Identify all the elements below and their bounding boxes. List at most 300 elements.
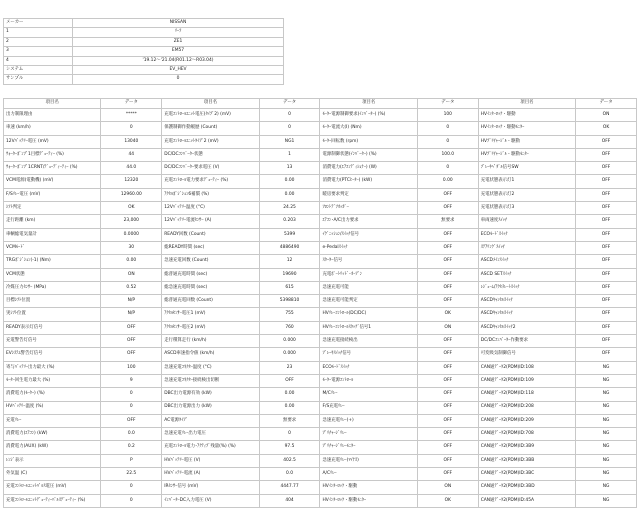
item-name-cell: CAN通ﾃﾞｰﾀ2(PDM)ID:45A (478, 494, 575, 507)
info-key: 4 (4, 56, 73, 65)
item-name-cell: ASCD SETｽｲｯﾁ (478, 268, 575, 281)
item-value-cell: OK (417, 308, 478, 321)
item-value-cell: 44.0 (101, 162, 162, 175)
item-name-cell: 出力制限理由 (4, 109, 101, 122)
table-row (4, 255, 637, 268)
item-name-cell: ASCDﾒｲﾝｽｲｯﾁ (478, 255, 575, 268)
item-value-cell: ON (576, 109, 637, 122)
header-item-name: 項目名 (4, 99, 101, 109)
item-name-cell: 目標ｼﾌﾄ位置 (4, 295, 101, 308)
item-value-cell: 0.000 (259, 348, 320, 361)
item-value-cell: OFF (417, 188, 478, 201)
item-name-cell: 12Vﾊﾞｯﾃﾘｰ電圧 (mV) (4, 135, 101, 148)
item-name-cell: EVｼｽﾃﾑ警告灯信号 (4, 348, 101, 361)
item-value-cell: 4886490 (259, 241, 320, 254)
item-name-cell: 消費電力(ｴｱｺﾝ) (kW) (4, 428, 101, 441)
item-value-cell: OFF (417, 374, 478, 387)
table-row (4, 454, 637, 467)
vehicle-info-table (3, 18, 284, 85)
item-name-cell: DBC出力電源有効 (kW) (162, 388, 259, 401)
item-name-cell: ﾓｰﾀｰ電流大(I) (Nm) (320, 122, 417, 135)
item-value-cell: NG (576, 481, 637, 494)
item-value-cell: 100 (101, 361, 162, 374)
item-name-cell: ﾓｰﾀｰ回生電力最大 (%) (4, 374, 101, 387)
item-name-cell: ASCDｷｬﾝｾﾙｽｲｯﾁ (478, 295, 575, 308)
item-name-cell: 急速充電ﾘﾚｰ出力電圧 (162, 428, 259, 441)
item-name-cell: CAN通ﾃﾞｰﾀ2(PDM)ID:3BC (478, 468, 575, 481)
item-value-cell: 100.0 (417, 148, 478, 161)
item-value-cell: OFF (576, 308, 637, 321)
item-name-cell: 充電警告灯信号 (4, 335, 101, 348)
table-row (4, 401, 637, 414)
item-value-cell: 0 (101, 122, 162, 135)
item-name-cell: CAN通ﾃﾞｰﾀ2(PDM)ID:208 (478, 401, 575, 414)
item-name-cell: ｴｱｺﾝ･A/C出力要求 (320, 215, 417, 228)
item-value-cell: 0.00 (417, 175, 478, 188)
vehicle-info-body (4, 19, 284, 85)
item-value-cell: 19690 (259, 268, 320, 281)
item-value-cell: 44 (101, 148, 162, 161)
item-name-cell: ｳｫｰﾀｰﾎﾟﾝﾌﾟ1CRNT/ﾃﾞｭｰﾃﾞｨｰﾃｨｰ (%) (4, 162, 101, 175)
item-value-cell: OFF (576, 148, 637, 161)
table-row (4, 348, 637, 361)
item-value-cell: OK (417, 494, 478, 507)
item-name-cell: 充電状態表示灯3 (478, 202, 575, 215)
header-data: データ (417, 99, 478, 109)
item-value-cell: OFF (417, 388, 478, 401)
info-value: ZE1 (73, 37, 284, 46)
item-value-cell: OFF (417, 281, 478, 294)
item-name-cell: M/Cﾘﾚｰ (320, 388, 417, 401)
item-value-cell: 0.00 (259, 175, 320, 188)
table-row (4, 241, 637, 254)
item-name-cell: CAN通ﾃﾞｰﾀ2(PDM)ID:3BD (478, 481, 575, 494)
item-value-cell: OFF (417, 255, 478, 268)
item-value-cell: 12960.00 (101, 188, 162, 201)
item-value-cell: OFF (417, 202, 478, 215)
table-row (4, 468, 637, 481)
data-monitor-table (3, 98, 637, 508)
item-name-cell: IRｾﾝｻｰ信号 (mV) (162, 481, 259, 494)
item-value-cell: 97.5 (259, 441, 320, 454)
item-value-cell: 13 (259, 162, 320, 175)
item-name-cell: 急速充電可能判定 (320, 295, 417, 308)
item-value-cell: OFF (417, 335, 478, 348)
item-name-cell: 充電ｺﾝﾄﾛｰﾙﾕﾆｯﾄﾊﾟﾙｽ電圧 (mV) (4, 481, 101, 494)
item-value-cell: OFF (576, 215, 637, 228)
item-name-cell: 充電状態表示灯1 (478, 175, 575, 188)
item-value-cell: 0 (417, 135, 478, 148)
info-value: EM57 (73, 47, 284, 56)
item-name-cell: ｱｸｾﾙﾎﾟｼﾞｼｮﾝ6補償 (%) (162, 188, 259, 201)
item-value-cell: 0.00 (101, 255, 162, 268)
item-value-cell: NG (576, 494, 637, 507)
data-monitor-body (4, 109, 637, 508)
item-name-cell: DBC出力電源出力 (kW) (162, 401, 259, 414)
table-row (4, 441, 637, 454)
item-value-cell: 0 (259, 428, 320, 441)
item-name-cell: ECOﾓｰﾄﾞｽｲｯﾁ (320, 361, 417, 374)
item-name-cell: ﾌﾟﾘﾁｬｰｼﾞﾘﾚｰﾓﾆﾀｰ (320, 441, 417, 454)
info-value: EV_HEV (73, 65, 284, 74)
item-name-cell: 消費電力(ﾓｰﾀｰ) (%) (4, 388, 101, 401)
item-name-cell: 急速充電ｺﾈｸﾀｰ接続検出切断 (162, 374, 259, 387)
item-value-cell: 0.00 (259, 388, 320, 401)
item-value-cell: 0 (101, 401, 162, 414)
item-name-cell: 走行積算走行 (km/h) (162, 335, 259, 348)
header-data: データ (576, 99, 637, 109)
item-name-cell: HVｲﾝﾀｰﾛｯｸ・駆動 (320, 481, 417, 494)
item-name-cell: ﾌﾛﾝﾄﾃﾞﾌｵｯｶﾞｰ (320, 202, 417, 215)
item-name-cell: 12Vﾊﾞｯﾃﾘｰ電流ｾﾝｻｰ (A) (162, 215, 259, 228)
item-name-cell: DC/DCｺﾝﾊﾞｰﾀｰ要求電圧 (V) (162, 162, 259, 175)
item-name-cell: ﾌﾟﾘﾁｬｰｼﾞﾘﾚｰ (320, 428, 417, 441)
item-value-cell: OFF (576, 335, 637, 348)
item-name-cell: 消費電力(ｴｱｺﾝﾃﾞｨｼｮﾅｰ) (W) (320, 162, 417, 175)
item-name-cell: READY回数 (Count) (162, 228, 259, 241)
table-row (4, 321, 637, 334)
item-value-cell: NG (576, 428, 637, 441)
item-name-cell: F/Sﾘﾚｰ電圧 (mV) (4, 188, 101, 201)
item-value-cell: 22.5 (101, 468, 162, 481)
item-value-cell: 無要求 (259, 414, 320, 427)
item-value-cell: OFF (417, 241, 478, 254)
item-value-cell: NG (576, 401, 637, 414)
item-value-cell: 0.00 (259, 401, 320, 414)
item-name-cell: CAN通ﾃﾞｰﾀ2(PDM)ID:109 (478, 374, 575, 387)
table-row (4, 295, 637, 308)
item-name-cell: ｽﾀｰﾀｰ信号 (320, 255, 417, 268)
item-value-cell: OFF (576, 162, 637, 175)
item-value-cell: ON (417, 321, 478, 334)
item-name-cell: ﾓｰﾀｰ電源制御要求(ｲﾝﾊﾞｰﾀｰ) (%) (320, 109, 417, 122)
item-name-cell: VCM状態 (4, 268, 101, 281)
table-row (4, 428, 637, 441)
item-name-cell: A/Cﾘﾚｰ (320, 468, 417, 481)
item-name-cell: 保護制御作動履歴 (Count) (162, 122, 259, 135)
item-value-cell: 0 (259, 109, 320, 122)
item-name-cell: HVｲﾝﾀｰﾛｯｸ・駆動ﾓﾆﾀｰ (320, 494, 417, 507)
item-value-cell: 755 (259, 308, 320, 321)
item-name-cell: VCM電源(電動機) (mV) (4, 175, 101, 188)
item-value-cell: N/P (101, 308, 162, 321)
table-row (4, 122, 637, 135)
item-value-cell: OFF (417, 295, 478, 308)
header-data: データ (101, 99, 162, 109)
table-row (4, 374, 637, 387)
table-row (4, 281, 637, 294)
item-value-cell: 0.52 (101, 281, 162, 294)
item-value-cell: OFF (417, 361, 478, 374)
item-value-cell: 4447.77 (259, 481, 320, 494)
item-value-cell: OFF (576, 295, 637, 308)
table-row (4, 215, 637, 228)
item-value-cell: 12320 (101, 175, 162, 188)
item-value-cell: 0.0 (259, 468, 320, 481)
item-name-cell: 充電ｺﾝﾄﾛｰﾙﾕﾆｯﾄ電圧(ﾀｲﾌﾟ2) (mV) (162, 109, 259, 122)
item-name-cell: CAN通ﾃﾞｰﾀ2(PDM)ID:3BB (478, 454, 575, 467)
item-name-cell: 充電ｺﾝﾄﾛｰﾙ電力要求ﾃﾞｭｰﾃｨｰ (%) (162, 175, 259, 188)
item-value-cell: 0.2 (101, 441, 162, 454)
item-value-cell: OFF (417, 414, 478, 427)
item-value-cell: NG (576, 361, 637, 374)
info-row (4, 56, 284, 65)
item-value-cell: 23,000 (101, 215, 162, 228)
item-value-cell: 9 (101, 374, 162, 387)
item-name-cell: 急速充電回数 (Count) (162, 255, 259, 268)
item-name-cell: 急速充電ﾘﾚｰ(ﾏｲﾅｽ) (320, 454, 417, 467)
item-name-cell: 電源制御状態(ｲﾝﾊﾞｰﾀｰ) (%) (320, 148, 417, 161)
item-value-cell: OFF (417, 228, 478, 241)
info-row (4, 19, 284, 28)
item-value-cell: 0 (101, 388, 162, 401)
item-value-cell: 0.203 (259, 215, 320, 228)
item-name-cell: TRGﾎﾟｼﾞｼｮﾝ(-1) (Nm) (4, 255, 101, 268)
item-name-cell: ﾚｼﾞｭｰﾑ/ｱｸｾﾗﾚｰﾄｽｲｯﾁ (478, 281, 575, 294)
item-name-cell: 充電状態表示灯2 (478, 188, 575, 201)
table-header-row (4, 99, 637, 109)
item-value-cell: OFF (576, 202, 637, 215)
item-value-cell: 0 (101, 481, 162, 494)
item-value-cell: 760 (259, 321, 320, 334)
item-name-cell: 寄与ﾊﾞｯﾃﾘｰ出力最大 (%) (4, 361, 101, 374)
info-row (4, 65, 284, 74)
item-name-cell: 可変吸気制御信号 (478, 348, 575, 361)
item-value-cell: OFF (576, 175, 637, 188)
item-name-cell: ｲﾝﾊﾞｰﾀｰDC入力電圧 (V) (162, 494, 259, 507)
info-key: 2 (4, 37, 73, 46)
item-name-cell: ﾌﾞﾚｰｷﾍﾟﾀﾞﾙ信号SW (478, 162, 575, 175)
table-row (4, 268, 637, 281)
item-value-cell: OFF (576, 255, 637, 268)
item-name-cell: ｲｸﾞﾆｯｼｮﾝ/ｽｲｯﾁ信号 (320, 228, 417, 241)
info-key: メーカー (4, 19, 73, 28)
info-value: ﾘｰﾌ (73, 28, 284, 37)
item-value-cell: OFF (576, 241, 637, 254)
item-name-cell: 急速充電接続検出 (320, 335, 417, 348)
item-name-cell: ﾌﾞﾚｰｷｽｲｯﾁ信号 (320, 348, 417, 361)
item-name-cell: 充電ｺﾝﾄﾛｰﾙﾕﾆｯﾄﾃﾞｭｰﾃｨｰﾊﾟﾙｽﾃﾞｭｰﾃｨｰ (%) (4, 494, 101, 507)
table-row (4, 414, 637, 427)
item-value-cell: OFF (417, 428, 478, 441)
item-value-cell: 1 (259, 148, 320, 161)
item-name-cell: ｼﾌﾄ判定 (4, 202, 101, 215)
item-name-cell: 充電ﾎﾟｰﾄﾘｯﾄﾞ･ｵｰﾌﾟﾝ (320, 268, 417, 281)
item-value-cell: OFF (576, 228, 637, 241)
item-name-cell: DC/DCｺﾝﾊﾞｰﾀｰ状態 (162, 148, 259, 161)
item-value-cell: OK (101, 202, 162, 215)
item-value-cell: NG (576, 441, 637, 454)
item-value-cell: 30 (101, 241, 162, 254)
item-value-cell: ***** (101, 109, 162, 122)
item-value-cell: P (101, 454, 162, 467)
item-name-cell: ｱｸｾﾙｾﾝｻｰ電圧1 (mV) (162, 308, 259, 321)
item-name-cell: ﾚﾝｼﾞ表示 (4, 454, 101, 467)
item-value-cell: 5399 (259, 228, 320, 241)
item-value-cell: OFF (101, 321, 162, 334)
item-name-cell: ASCDｷｬﾝｾﾙｽｲｯﾁ2 (478, 321, 575, 334)
info-row (4, 47, 284, 56)
item-value-cell: 100 (417, 109, 478, 122)
item-value-cell: OFF (417, 268, 478, 281)
item-name-cell: ﾓｰﾀｰ回転数 (rpm) (320, 135, 417, 148)
item-value-cell: 0.0000 (101, 228, 162, 241)
item-name-cell: 充電ｺﾝﾄﾛｰﾙ電力･ｱｸﾃｨﾌﾞ残量(%) (%) (162, 441, 259, 454)
item-name-cell: ECOﾓｰﾄﾞｽｲｯﾁ (478, 228, 575, 241)
item-name-cell: ASCDｷｬﾝｾﾙｽｲｯﾁ (478, 308, 575, 321)
item-name-cell: VCMﾓｰﾄﾞ (4, 241, 101, 254)
item-name-cell: HVｲﾝﾀｰﾛｯｸ・駆動ﾓﾆﾀｰ (478, 122, 575, 135)
item-name-cell: HVﾌﾟﾘﾁｬｰｼﾞﾙ・駆動 (478, 135, 575, 148)
table-row (4, 308, 637, 321)
info-value: '19.12～'21.04(R01.12～R03.04) (73, 56, 284, 65)
header-data: データ (259, 99, 320, 109)
item-name-cell: 総普通充電時間 (sec) (162, 268, 259, 281)
item-value-cell: 0.0 (101, 428, 162, 441)
item-name-cell: 充電ｺﾝﾄﾛｰﾙﾕﾆｯﾄﾀｲﾌﾟ2 (mV) (162, 135, 259, 148)
item-name-cell: 総急速充電時間 (sec) (162, 281, 259, 294)
table-row (4, 228, 637, 241)
item-name-cell: 12Vﾊﾞｯﾃﾘｰ温度 (°C) (162, 202, 259, 215)
table-row (4, 162, 637, 175)
item-name-cell: 車輌総電気量計 (4, 228, 101, 241)
item-name-cell: 消費電力(AUX) (kW) (4, 441, 101, 454)
item-name-cell: 外気温 (C) (4, 468, 101, 481)
table-row (4, 388, 637, 401)
item-name-cell: HVﾊﾞｯﾃﾘｰ電圧 (V) (162, 454, 259, 467)
item-value-cell: NG (576, 374, 637, 387)
item-name-cell: ASCD車速指令値 (km/h) (162, 348, 259, 361)
info-key: 3 (4, 47, 73, 56)
item-name-cell: CAN通ﾃﾞｰﾀ2(PDM)ID:209 (478, 414, 575, 427)
info-row (4, 37, 284, 46)
item-name-cell: 冷媒圧力ｾﾝｻｰ (MPa) (4, 281, 101, 294)
item-value-cell: OFF (417, 468, 478, 481)
item-name-cell: 急速充電ﾘﾚｰ(+) (320, 414, 417, 427)
item-name-cell: CAN通ﾃﾞｰﾀ2(PDM)ID:708 (478, 428, 575, 441)
item-name-cell: HVｲﾝﾀｰﾛｯｸ・駆動 (478, 109, 575, 122)
item-value-cell: 無要求 (417, 215, 478, 228)
item-name-cell: 充電ﾘﾚｰ (4, 414, 101, 427)
item-name-cell: ｽﾃｱﾘﾝｸﾞｽｲｯﾁ (478, 241, 575, 254)
header-item-name: 項目名 (320, 99, 417, 109)
item-name-cell: HVﾊﾞｯﾃﾘｰ温度 (%) (4, 401, 101, 414)
item-value-cell: OFF (417, 441, 478, 454)
item-value-cell: NG (576, 388, 637, 401)
item-name-cell: 車速 (km/h) (4, 122, 101, 135)
item-name-cell: HVﾘﾚｰｺﾝﾄﾛｰﾙｽﾀｯｸﾞ信号1 (320, 321, 417, 334)
item-value-cell: OFF (417, 454, 478, 467)
item-value-cell: 24.25 (259, 202, 320, 215)
info-key: システム (4, 65, 73, 74)
item-value-cell: OFF (417, 348, 478, 361)
item-value-cell: 12 (259, 255, 320, 268)
item-name-cell: CAN通ﾃﾞｰﾀ2(PDM)ID:108 (478, 361, 575, 374)
item-name-cell: 総READY時間 (sec) (162, 241, 259, 254)
item-name-cell: AC電源ﾀｲﾌﾟ (162, 414, 259, 427)
item-name-cell: ｳｫｰﾀｰﾎﾟﾝﾌﾟ1目標ﾃﾞｭｰﾃｨｰ (%) (4, 148, 101, 161)
item-name-cell: ﾓｰﾀｰ電源ｺﾝﾄﾛｰﾙ (320, 374, 417, 387)
item-value-cell: OFF (576, 321, 637, 334)
item-value-cell: OFF (259, 374, 320, 387)
item-name-cell: HVﾌﾟﾘﾁｬｰｼﾞﾙ・駆動ﾓﾆﾀｰ (478, 148, 575, 161)
item-name-cell: HVﾊﾞｯﾃﾘｰ電流 (A) (162, 468, 259, 481)
item-value-cell: OFF (576, 268, 637, 281)
info-row (4, 28, 284, 37)
table-row (4, 481, 637, 494)
info-row (4, 75, 284, 84)
item-value-cell: OFF (101, 335, 162, 348)
item-name-cell: 急速充電可能 (320, 281, 417, 294)
item-value-cell: NG (576, 468, 637, 481)
table-row (4, 148, 637, 161)
item-value-cell: OFF (417, 401, 478, 414)
header-item-name: 項目名 (478, 99, 575, 109)
item-name-cell: ｱｸｾﾙｾﾝｻｰ電圧2 (mV) (162, 321, 259, 334)
table-row (4, 175, 637, 188)
item-name-cell: DC/DCｺﾝﾊﾞｰﾀｰ作動要求 (478, 335, 575, 348)
table-row (4, 335, 637, 348)
item-name-cell: HVﾘﾚｰｺﾝﾄﾛｰﾙ(DC/DC) (320, 308, 417, 321)
info-key: サンプル (4, 75, 73, 84)
table-row (4, 109, 637, 122)
item-name-cell: 消費電力(PTCﾋｰﾀｰ) (kW) (320, 175, 417, 188)
table-row (4, 361, 637, 374)
item-value-cell: 0 (417, 122, 478, 135)
item-value-cell: ON (101, 268, 162, 281)
item-value-cell: 402.5 (259, 454, 320, 467)
item-value-cell: 0.000 (259, 335, 320, 348)
item-value-cell: NG1 (259, 135, 320, 148)
table-row (4, 188, 637, 201)
item-name-cell: CAN通ﾃﾞｰﾀ2(PDM)ID:118 (478, 388, 575, 401)
item-name-cell: CAN通ﾃﾞｰﾀ2(PDM)ID:3B9 (478, 441, 575, 454)
item-value-cell: NG (576, 454, 637, 467)
info-value: 0 (73, 75, 284, 84)
item-name-cell: 車両速度ｽｲｯﾁ (478, 215, 575, 228)
item-value-cell: OFF (576, 188, 637, 201)
item-value-cell: OFF (576, 135, 637, 148)
item-value-cell: N/P (101, 295, 162, 308)
item-value-cell: 5398810 (259, 295, 320, 308)
item-name-cell: READY表示灯信号 (4, 321, 101, 334)
item-value-cell: 404 (259, 494, 320, 507)
item-name-cell: 暖房要求判定 (320, 188, 417, 201)
item-value-cell: 0 (259, 122, 320, 135)
item-value-cell: OFF (101, 348, 162, 361)
table-row (4, 135, 637, 148)
item-value-cell: NG (576, 414, 637, 427)
item-name-cell: 走行距離 (km) (4, 215, 101, 228)
info-value: NISSAN (73, 19, 284, 28)
item-name-cell: e-Pedalｽｲｯﾁ (320, 241, 417, 254)
item-value-cell: ON (417, 481, 478, 494)
item-value-cell: OFF (101, 414, 162, 427)
item-value-cell: OK (576, 122, 637, 135)
item-value-cell: 13040 (101, 135, 162, 148)
item-name-cell: F/S充電ﾘﾚｰ (320, 401, 417, 414)
item-value-cell: 23 (259, 361, 320, 374)
item-value-cell: OFF (576, 348, 637, 361)
header-item-name: 項目名 (162, 99, 259, 109)
table-row (4, 202, 637, 215)
item-name-cell: 急速充電ｺﾈｸﾀｰ温度 (°C) (162, 361, 259, 374)
table-row (4, 494, 637, 507)
item-value-cell: 0 (417, 162, 478, 175)
item-value-cell: 0 (101, 494, 162, 507)
info-key: 1 (4, 28, 73, 37)
item-name-cell: 実ｼﾌﾄ位置 (4, 308, 101, 321)
